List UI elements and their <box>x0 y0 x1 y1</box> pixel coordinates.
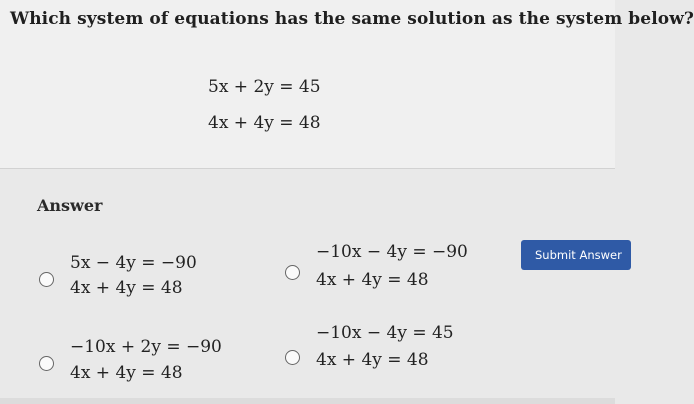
question-text: Which system of equations has the same solution as the system below? <box>10 9 694 29</box>
option-4-equation-2: 4x + 4y = 48 <box>316 350 429 370</box>
option-1-radio[interactable] <box>39 272 54 287</box>
answer-label: Answer <box>37 196 103 215</box>
option-4-radio[interactable] <box>285 350 300 365</box>
option-4-equation-1: −10x − 4y = 45 <box>316 323 454 343</box>
option-1-equation-2: 4x + 4y = 48 <box>70 278 183 298</box>
option-2-radio[interactable] <box>285 265 300 280</box>
option-3-equation-2: 4x + 4y = 48 <box>70 363 183 383</box>
divider <box>0 168 615 169</box>
question-area <box>0 0 694 168</box>
system-equation-2: 4x + 4y = 48 <box>208 113 321 133</box>
option-3-radio[interactable] <box>39 356 54 371</box>
option-2-equation-2: 4x + 4y = 48 <box>316 270 429 290</box>
bottom-edge <box>0 398 615 404</box>
option-3-equation-1: −10x + 2y = −90 <box>70 337 222 357</box>
option-1-equation-1: 5x − 4y = −90 <box>70 253 197 273</box>
system-equation-1: 5x + 2y = 45 <box>208 77 321 97</box>
submit-answer-button[interactable]: Submit Answer <box>521 240 631 270</box>
option-2-equation-1: −10x − 4y = −90 <box>316 242 468 262</box>
